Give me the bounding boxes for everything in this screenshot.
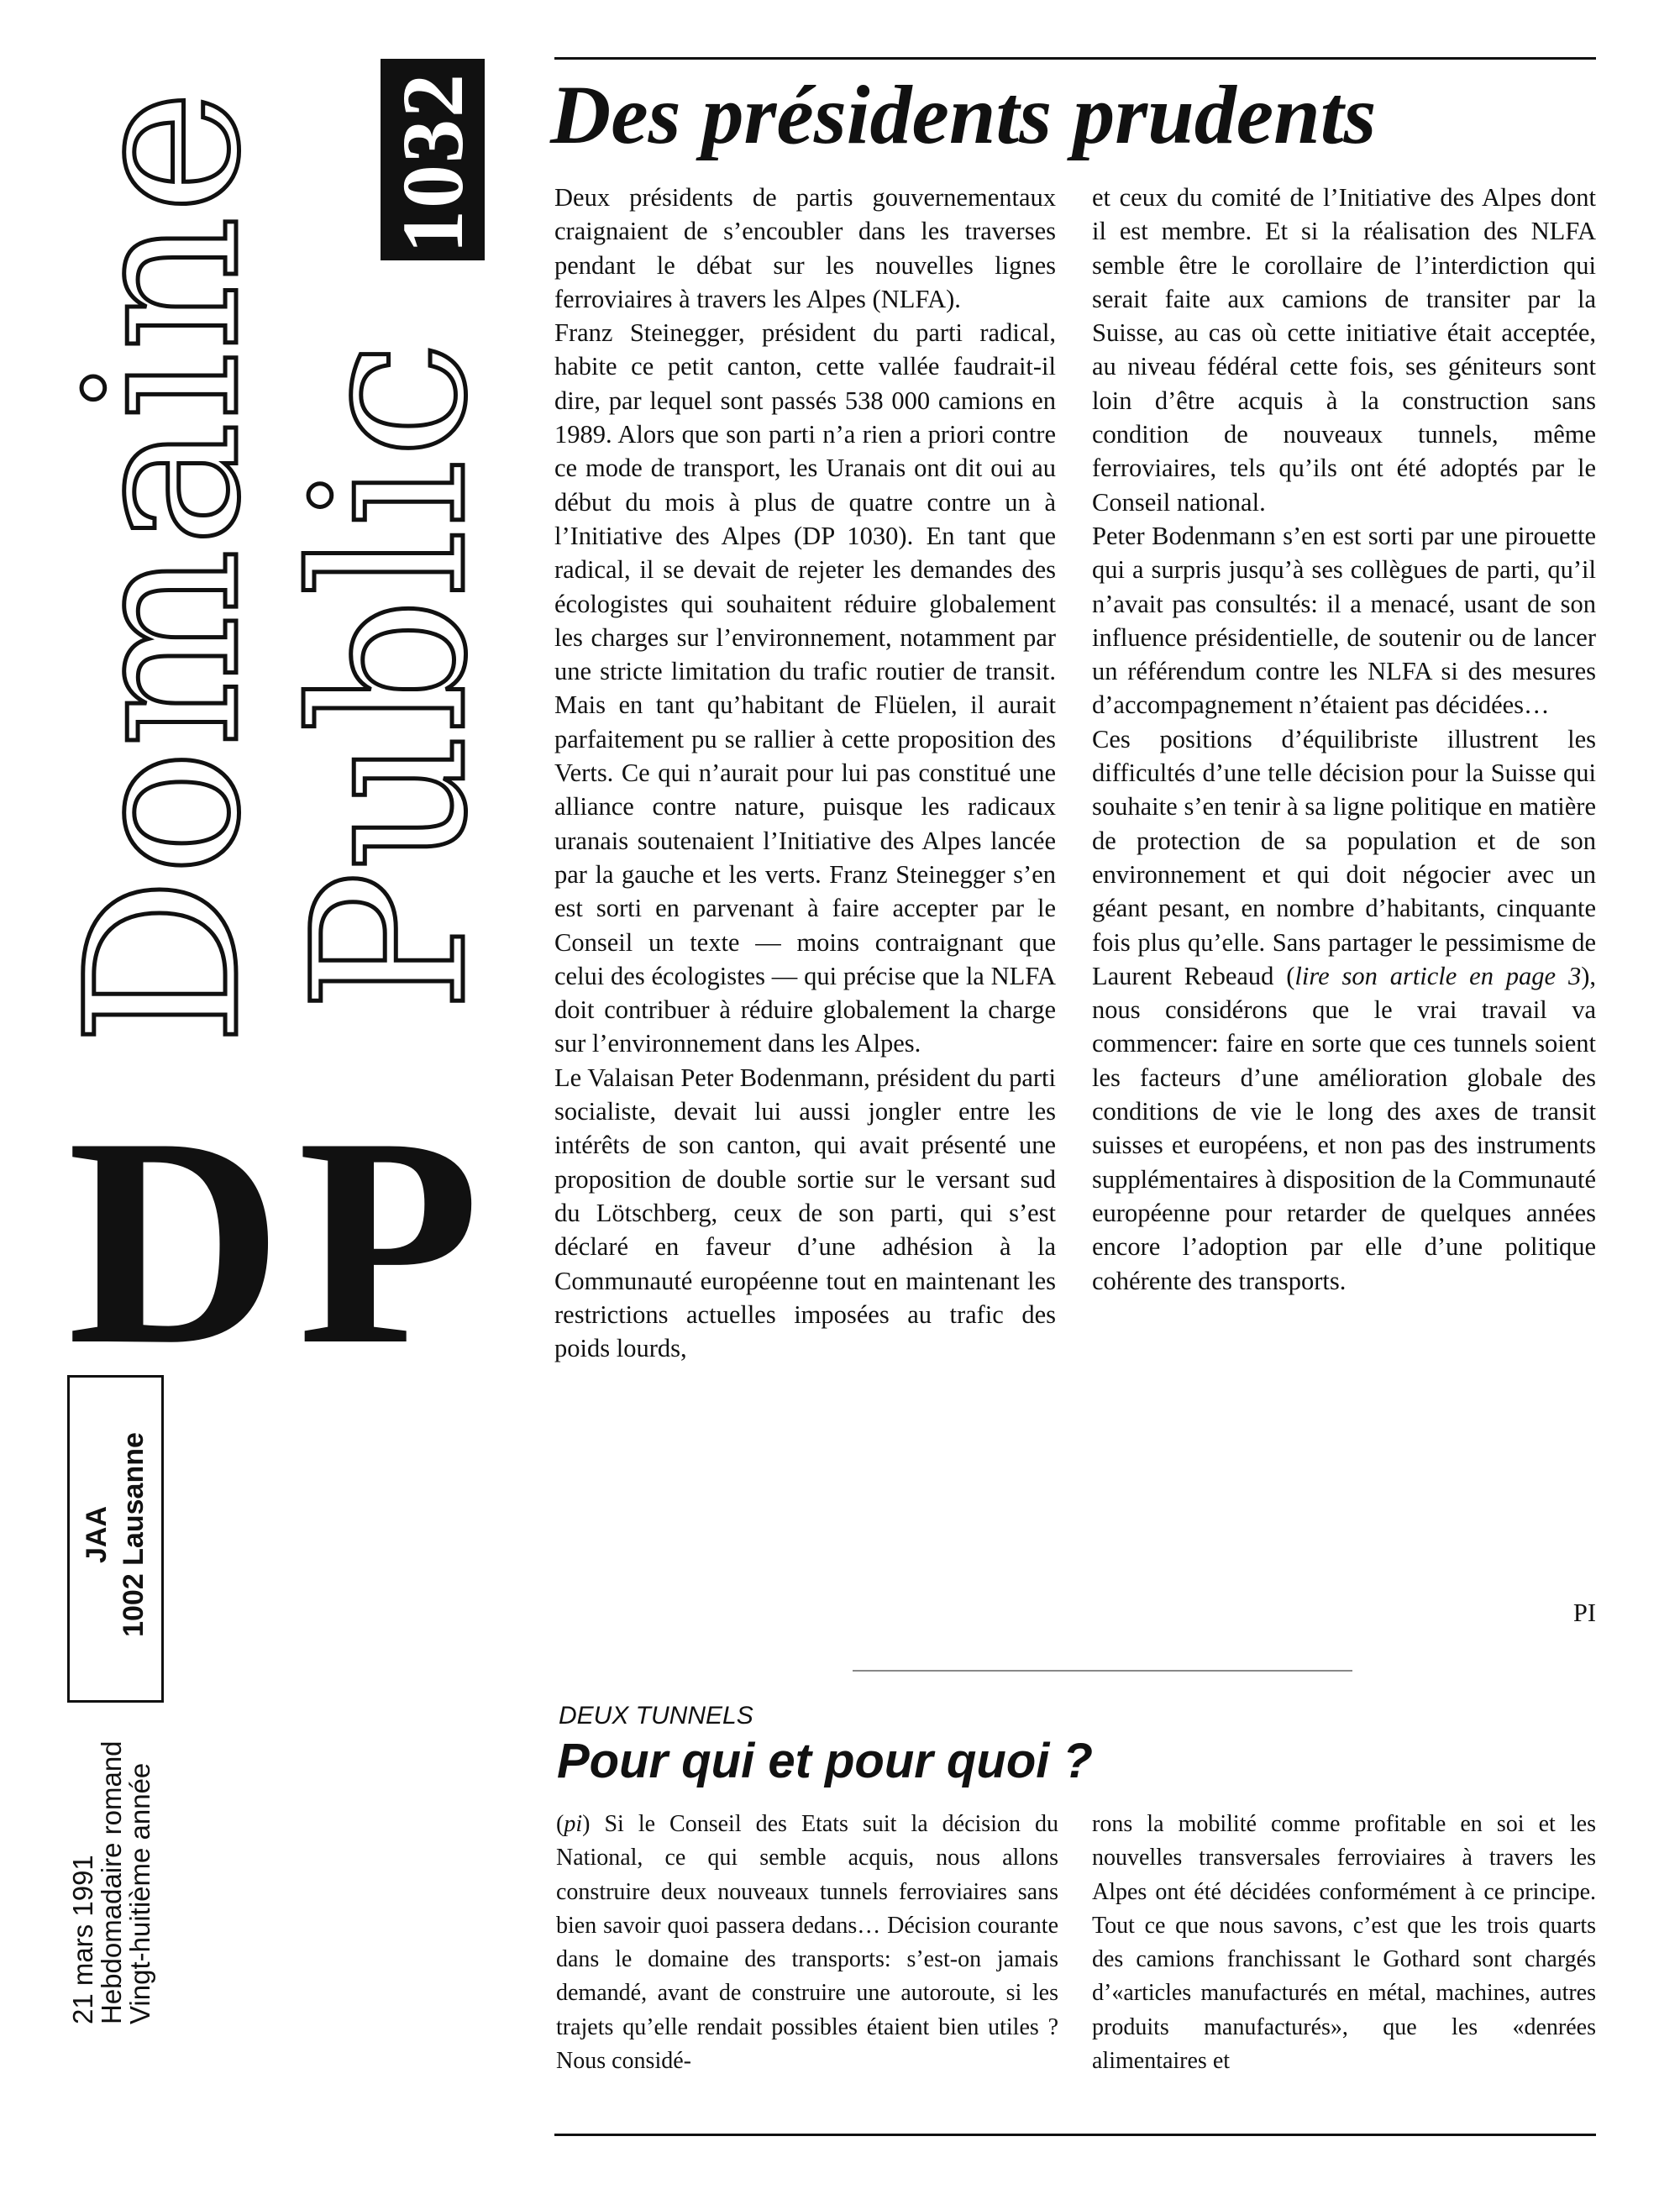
paragraph: et ceux du comité de l’Initiative des Alpes dont il est membre. Et si la réalisation des NLFA semble être le corollaire de l’interdiction qui serait faite aux camions de transiter par la Suisse, au cas où cette initiative était acceptée, au niveau fédéral cette fois, ses géniteurs sont loin d’être acquis à la construction sans condition de nouveaux tunnels, même ferroviaires, tels qu’ils ont été adoptés par le Conseil national.: [1092, 183, 1596, 517]
top-rule: [554, 57, 1596, 60]
article-column-2: [1092, 181, 1596, 1298]
article-column-1: [554, 181, 1056, 1365]
publication-frequency: Hebdomadaire romand: [96, 1740, 127, 2024]
article-title: Des présidents prudents: [550, 68, 1377, 161]
bottom-rule: [554, 2134, 1596, 2136]
issue-date: 21 mars 1991: [67, 1855, 98, 2024]
postal-line-2: 1002 Lausanne: [118, 1432, 150, 1637]
dp-logo: DP: [67, 1076, 496, 1406]
logo-public: Public: [268, 339, 512, 1012]
article-kicker: DEUX TUNNELS: [559, 1702, 753, 1730]
article2-column-2: [1092, 1808, 1596, 2078]
publication-volume: Vingt-huitième année: [124, 1762, 155, 2024]
postal-line-1: JAA: [81, 1505, 113, 1564]
article-signature: PI: [1572, 1598, 1596, 1627]
paragraph: Peter Bodenmann s’en est sorti par une pirouette qui a surpris jusqu’à ses collègues de parti, qu’il n’avait pas consultés: il a menacé, usant de son influence présidentielle, de soutenir ou de lancer un référendum contre les NLFA si des mesures d’accompagnement n’étaient pas décidées…: [1092, 521, 1596, 720]
paragraph: rons la mobilité comme profitable en soi et les nouvelles transversales ferroviaires à travers les Alpes ont été décidées conformément à ce principe. Tout ce que nous savons, c’est que les trois quarts des camions franchissant le Gothard sont chargés d’«articles manufacturés en métal, machines, autres produits manufacturés», que les «denrées alimentaires et: [1092, 1811, 1596, 2075]
publication-info: [69, 1672, 155, 2024]
logo-domaine: Domaine: [41, 88, 286, 1046]
paragraph: Deux présidents de partis gouvernementaux craignaient de s’encoubler dans les traverses pendant le débat sur les nouvelles lignes ferroviaires à travers les Alpes (NLFA).: [554, 183, 1056, 313]
byline: pi: [564, 1811, 583, 1837]
postal-box: [67, 1375, 164, 1703]
article2-column-1: [556, 1808, 1058, 2078]
paragraph: (pi) Si le Conseil des Etats suit la décision du National, ce qui semble acquis, nous allons construire deux nouveaux tunnels ferroviaires sans bien savoir quoi passera dedans… Décision courante dans le domaine des transports: s’est-on jamais demandé, avant de construire une autoroute, si les trajets qu’elle rendait possibles étaient bien utiles ? Nous considé-: [556, 1811, 1058, 2075]
cross-reference: lire son article en page 3: [1294, 961, 1582, 990]
paragraph: Le Valaisan Peter Bodenmann, président du parti socialiste, devait lui aussi jongler entre les intérêts de son canton, qui avait présenté une proposition de double sortie sur le versant sud du Lötschberg, ceux de son parti, qui s’est déclaré en faveur d’une adhésion à la Communauté européenne tout en maintenant les restrictions actuelles imposées au trafic des poids lourds,: [554, 1063, 1056, 1363]
issue-number: 1032: [385, 72, 481, 254]
article-subtitle: Pour qui et pour quoi ?: [557, 1734, 1093, 1788]
paragraph: Ces positions d’équilibriste illustrent les difficultés d’une telle décision pour la Suisse qui souhaite s’en tenir à sa ligne politique en matière de protection de sa population et de son environnement et qui doit négocier avec un géant pesant, en nombre d’habitants, cinquante fois plus qu’elle. Sans partager le pessimisme de Laurent Rebeaud (lire son article en page 3), nous considérons que le vrai travail va commencer: faire en sorte que ces tunnels soient les facteurs d’une amélioration globale des conditions de vie le long des axes de transit suisses et européens, et non pas des instruments supplémentaires à disposition de la Communauté européenne pour retarder de quelques années encore l’adoption par elle d’une politique cohérente des transports.: [1092, 724, 1596, 1295]
paragraph: Franz Steinegger, président du parti radical, habite ce petit canton, cette vallée faudrait-il dire, par lequel sont passés 538 000 camions en 1989. Alors que son parti n’a rien a priori contre ce mode de transport, les Uranais ont dit oui au début du mois à plus de quatre contre un à l’Initiative des Alpes (DP 1030). En tant que radical, il se devait de rejeter les demandes des écologistes qui souhaitent réduire globalement les charges sur l’environnement, notamment par une stricte limitation du trafic routier de transit. Mais en tant qu’habitant de Flüelen, il aurait parfaitement pu se rallier à cette proposition des Verts. Ce qui n’aurait pour lui pas constitué une alliance contre nature, puisque les radicaux uranais soutenaient l’Initiative des Alpes lancée par la gauche et les verts. Franz Steinegger s’en est sorti en parvenant à faire accepter par le Conseil un texte — moins contraignant que celui des écologistes — qui précise que la NLFA doit contribuer à réduire globalement la charge sur l’environnement dans les Alpes.: [554, 318, 1056, 1058]
issue-badge: [381, 59, 485, 260]
section-divider: [853, 1670, 1352, 1672]
